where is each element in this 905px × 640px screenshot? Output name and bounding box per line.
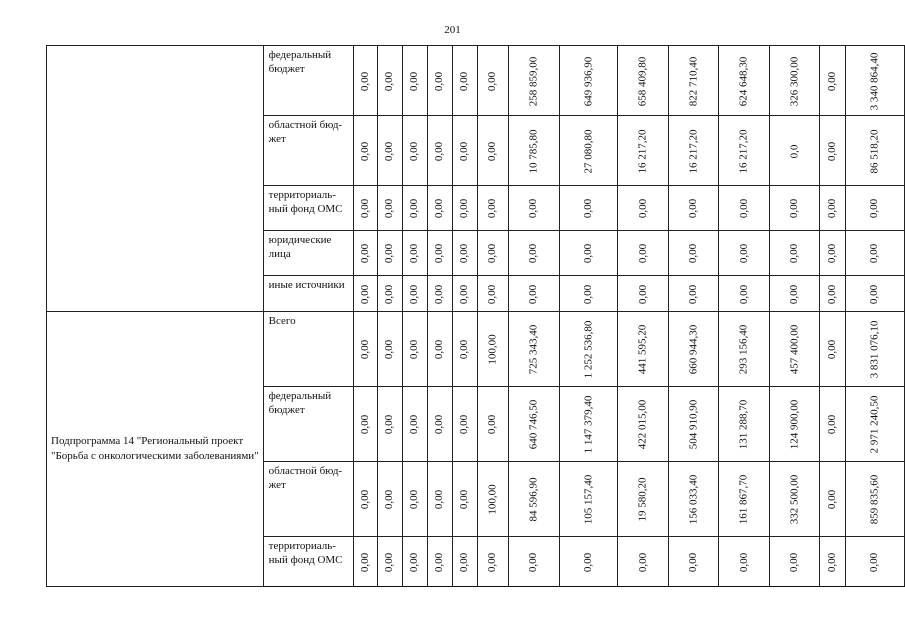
value-cell (477, 116, 508, 186)
value-cell (719, 312, 770, 387)
value-cell (846, 116, 905, 186)
value-text: 658 409,80 (636, 56, 649, 106)
value-cell (769, 231, 820, 276)
value-text: 16 217,20 (737, 129, 750, 173)
value-text: 0,00 (358, 71, 371, 91)
value-text: 0,00 (737, 243, 750, 264)
value-cell (509, 312, 560, 387)
table-row (47, 46, 905, 116)
value-cell (402, 186, 427, 231)
value-cell (820, 387, 846, 462)
value-cell (378, 231, 402, 276)
value-text: 0,00 (826, 141, 839, 161)
value-cell (402, 387, 427, 462)
value-cell (353, 387, 377, 462)
value-text: 0,00 (408, 71, 421, 91)
value-text: 0,00 (868, 552, 881, 572)
value-cell (668, 116, 719, 186)
value-cell (477, 387, 508, 462)
value-cell (378, 537, 402, 587)
source-label: федеральный бюджет (263, 46, 353, 116)
value-text: 16 217,20 (636, 129, 649, 173)
value-cell (846, 46, 905, 116)
value-text: 0,00 (358, 141, 371, 161)
value-cell (353, 537, 377, 587)
value-text: 0,00 (433, 284, 446, 304)
value-cell (769, 387, 820, 462)
value-text: 0,00 (527, 198, 540, 219)
value-cell (452, 312, 477, 387)
program-name-cell: Подпрограмма 14 "Региональный проект "Борьба с онкологическими заболеваниями" (47, 312, 264, 587)
value-cell (378, 387, 402, 462)
table-row (47, 312, 905, 387)
source-label: областной бюд-жет (263, 462, 353, 537)
value-text: 0,00 (458, 552, 471, 572)
value-cell (769, 462, 820, 537)
value-text: 3 340 864,40 (868, 52, 881, 110)
value-text: 0,00 (358, 414, 371, 435)
value-cell (820, 312, 846, 387)
value-text: 105 157,40 (582, 474, 595, 525)
value-cell (719, 231, 770, 276)
value-cell (477, 186, 508, 231)
value-text: 0,00 (826, 489, 839, 510)
value-text: 640 746,50 (527, 399, 540, 450)
value-cell (452, 46, 477, 116)
value-cell (719, 276, 770, 312)
value-text: 0,00 (358, 284, 371, 304)
value-text: 725 343,40 (527, 324, 540, 375)
value-text: 0,00 (408, 339, 421, 360)
value-cell (846, 462, 905, 537)
value-cell (378, 46, 402, 116)
value-text: 441 595,20 (636, 324, 649, 375)
value-text: 0,00 (737, 198, 750, 219)
value-text: 0,00 (433, 414, 446, 435)
value-cell (353, 462, 377, 537)
value-text: 0,00 (826, 243, 839, 264)
value-cell (618, 116, 669, 186)
value-text: 100,00 (486, 334, 499, 365)
value-text: 0,00 (486, 198, 499, 219)
value-cell (509, 462, 560, 537)
budget-table (46, 45, 905, 587)
value-text: 0,00 (433, 489, 446, 510)
value-cell (353, 231, 377, 276)
value-text: 131 288,70 (737, 399, 750, 450)
value-text: 0,00 (636, 552, 649, 572)
value-cell (769, 537, 820, 587)
value-text: 326 300,00 (788, 56, 801, 106)
value-cell (477, 276, 508, 312)
value-text: 0,00 (687, 284, 700, 304)
value-text: 0,00 (687, 198, 700, 219)
value-text: 0,00 (458, 489, 471, 510)
page-number: 201 (444, 24, 461, 36)
value-cell (402, 116, 427, 186)
value-cell (618, 462, 669, 537)
value-text: 0,00 (687, 243, 700, 264)
value-text: 0,00 (433, 243, 446, 264)
value-text: 0,00 (408, 243, 421, 264)
value-text: 457 400,00 (788, 324, 801, 375)
value-text: 0,00 (408, 489, 421, 510)
value-cell (668, 231, 719, 276)
value-text: 3 831 076,10 (868, 320, 881, 379)
source-label: территориаль-ный фонд ОМС (263, 186, 353, 231)
value-cell (427, 276, 452, 312)
value-cell (452, 387, 477, 462)
value-cell (509, 276, 560, 312)
value-cell (719, 537, 770, 587)
value-text: 0,00 (582, 284, 595, 304)
value-cell (509, 116, 560, 186)
value-text: 0,00 (383, 71, 396, 91)
value-text: 0,00 (868, 243, 881, 264)
value-cell (353, 276, 377, 312)
value-text: 0,00 (527, 284, 540, 304)
value-text: 0,00 (527, 552, 540, 572)
value-cell (846, 537, 905, 587)
value-text: 0,00 (582, 198, 595, 219)
value-text: 19 580,20 (636, 477, 649, 522)
value-text: 624 648,30 (737, 56, 750, 106)
value-text: 0,00 (458, 339, 471, 360)
value-text: 0,00 (358, 243, 371, 264)
value-cell (769, 276, 820, 312)
value-text: 86 518,20 (868, 129, 881, 173)
value-cell (452, 116, 477, 186)
value-cell (477, 231, 508, 276)
value-text: 1 147 379,40 (582, 395, 595, 454)
value-cell (477, 462, 508, 537)
value-text: 0,00 (408, 414, 421, 435)
value-cell (820, 186, 846, 231)
source-label: областной бюд-жет (263, 116, 353, 186)
value-text: 84 596,90 (527, 477, 540, 522)
value-text: 0,0 (788, 144, 801, 158)
value-cell (509, 537, 560, 587)
value-cell (668, 186, 719, 231)
source-label: Всего (263, 312, 353, 387)
value-cell (427, 231, 452, 276)
value-cell (509, 231, 560, 276)
value-text: 0,00 (383, 552, 396, 572)
value-cell (618, 387, 669, 462)
value-text: 822 710,40 (687, 56, 700, 106)
value-text: 100,00 (486, 484, 499, 515)
value-cell (820, 276, 846, 312)
value-text: 0,00 (527, 243, 540, 264)
value-cell (509, 387, 560, 462)
value-text: 0,00 (826, 198, 839, 219)
value-text: 0,00 (383, 414, 396, 435)
value-cell (820, 46, 846, 116)
value-cell (846, 312, 905, 387)
value-cell (559, 276, 618, 312)
value-cell (820, 116, 846, 186)
value-cell (427, 387, 452, 462)
value-text: 0,00 (433, 552, 446, 572)
value-text: 16 217,20 (687, 129, 700, 173)
value-text: 0,00 (868, 198, 881, 219)
value-cell (353, 46, 377, 116)
value-text: 0,00 (486, 71, 499, 91)
value-text: 0,00 (408, 284, 421, 304)
value-text: 0,00 (826, 414, 839, 435)
value-text: 124 900,00 (788, 399, 801, 450)
value-cell (618, 537, 669, 587)
value-cell (846, 276, 905, 312)
value-text: 0,00 (826, 71, 839, 91)
value-cell (820, 462, 846, 537)
value-cell (846, 186, 905, 231)
value-text: 0,00 (458, 198, 471, 219)
value-cell (668, 462, 719, 537)
value-text: 0,00 (458, 243, 471, 264)
value-cell (452, 537, 477, 587)
value-text: 0,00 (383, 339, 396, 360)
value-cell (452, 231, 477, 276)
value-text: 0,00 (458, 71, 471, 91)
value-cell (427, 46, 452, 116)
value-cell (719, 462, 770, 537)
value-cell (402, 276, 427, 312)
value-text: 0,00 (433, 198, 446, 219)
value-cell (668, 312, 719, 387)
value-text: 0,00 (383, 243, 396, 264)
value-cell (378, 312, 402, 387)
value-text: 0,00 (486, 414, 499, 435)
value-text: 0,00 (826, 284, 839, 304)
value-cell (559, 186, 618, 231)
value-cell (618, 186, 669, 231)
value-text: 0,00 (383, 198, 396, 219)
value-text: 0,00 (358, 552, 371, 572)
value-cell (402, 46, 427, 116)
value-cell (668, 46, 719, 116)
value-cell (820, 537, 846, 587)
value-text: 0,00 (868, 284, 881, 304)
value-cell (668, 537, 719, 587)
value-cell (719, 387, 770, 462)
value-cell (427, 462, 452, 537)
value-text: 0,00 (737, 552, 750, 572)
value-text: 0,00 (788, 552, 801, 572)
value-cell (846, 231, 905, 276)
value-text: 0,00 (408, 552, 421, 572)
value-cell (402, 312, 427, 387)
value-text: 0,00 (826, 552, 839, 572)
value-text: 27 080,80 (582, 129, 595, 173)
value-text: 0,00 (582, 552, 595, 572)
value-text: 0,00 (358, 489, 371, 510)
value-cell (559, 312, 618, 387)
value-text: 0,00 (636, 243, 649, 264)
value-cell (846, 387, 905, 462)
value-cell (427, 312, 452, 387)
value-text: 293 156,40 (737, 324, 750, 375)
value-text: 0,00 (408, 198, 421, 219)
value-cell (559, 462, 618, 537)
value-cell (353, 116, 377, 186)
value-cell (477, 537, 508, 587)
value-text: 0,00 (433, 71, 446, 91)
value-text: 2 971 240,50 (868, 395, 881, 454)
value-cell (402, 537, 427, 587)
value-text: 0,00 (408, 141, 421, 161)
value-cell (353, 186, 377, 231)
value-text: 0,00 (687, 552, 700, 572)
value-text: 0,00 (636, 198, 649, 219)
value-cell (719, 186, 770, 231)
value-cell (559, 116, 618, 186)
source-label: иные источники (263, 276, 353, 312)
value-text: 859 835,60 (868, 474, 881, 525)
value-text: 156 033,40 (687, 474, 700, 525)
value-cell (719, 46, 770, 116)
value-cell (452, 462, 477, 537)
value-text: 649 936,90 (582, 56, 595, 106)
value-text: 332 500,00 (788, 474, 801, 525)
source-label: территориаль-ный фонд ОМС (263, 537, 353, 587)
value-text: 0,00 (458, 414, 471, 435)
value-text: 0,00 (486, 552, 499, 572)
value-text: 0,00 (582, 243, 595, 264)
value-cell (477, 312, 508, 387)
value-text: 0,00 (458, 141, 471, 161)
value-cell (769, 46, 820, 116)
value-text: 0,00 (383, 489, 396, 510)
value-cell (719, 116, 770, 186)
value-text: 0,00 (486, 243, 499, 264)
value-cell (452, 186, 477, 231)
value-text: 0,00 (433, 141, 446, 161)
value-cell (668, 387, 719, 462)
value-text: 10 785,80 (527, 129, 540, 173)
value-cell (668, 276, 719, 312)
value-cell (402, 462, 427, 537)
value-text: 0,00 (636, 284, 649, 304)
value-text: 0,00 (458, 284, 471, 304)
value-cell (618, 312, 669, 387)
value-cell (618, 276, 669, 312)
value-cell (618, 46, 669, 116)
value-text: 0,00 (383, 284, 396, 304)
value-cell (559, 387, 618, 462)
value-cell (820, 231, 846, 276)
value-text: 0,00 (737, 284, 750, 304)
value-cell (427, 186, 452, 231)
value-cell (427, 116, 452, 186)
value-text: 0,00 (358, 339, 371, 360)
value-cell (452, 276, 477, 312)
value-text: 0,00 (486, 141, 499, 161)
program-name-cell (47, 46, 264, 312)
value-text: 161 867,70 (737, 474, 750, 525)
value-cell (477, 46, 508, 116)
value-cell (427, 537, 452, 587)
value-text: 0,00 (358, 198, 371, 219)
value-text: 258 859,00 (527, 56, 540, 106)
value-cell (559, 46, 618, 116)
value-cell (402, 231, 427, 276)
value-text: 0,00 (383, 141, 396, 161)
value-text: 0,00 (788, 198, 801, 219)
value-cell (353, 312, 377, 387)
value-cell (509, 46, 560, 116)
value-text: 1 252 536,80 (582, 320, 595, 379)
value-cell (378, 116, 402, 186)
value-text: 0,00 (486, 284, 499, 304)
value-text: 0,00 (788, 284, 801, 304)
value-text: 504 910,90 (687, 399, 700, 450)
value-text: 422 015,00 (636, 399, 649, 450)
value-cell (509, 186, 560, 231)
value-cell (769, 186, 820, 231)
value-cell (618, 231, 669, 276)
value-cell (559, 231, 618, 276)
value-text: 660 944,30 (687, 324, 700, 375)
value-text: 0,00 (788, 243, 801, 264)
value-cell (378, 276, 402, 312)
value-text: 0,00 (433, 339, 446, 360)
value-cell (769, 312, 820, 387)
source-label: федеральный бюджет (263, 387, 353, 462)
value-cell (378, 462, 402, 537)
value-cell (769, 116, 820, 186)
value-text: 0,00 (826, 339, 839, 360)
value-cell (559, 537, 618, 587)
value-cell (378, 186, 402, 231)
source-label: юридические лица (263, 231, 353, 276)
